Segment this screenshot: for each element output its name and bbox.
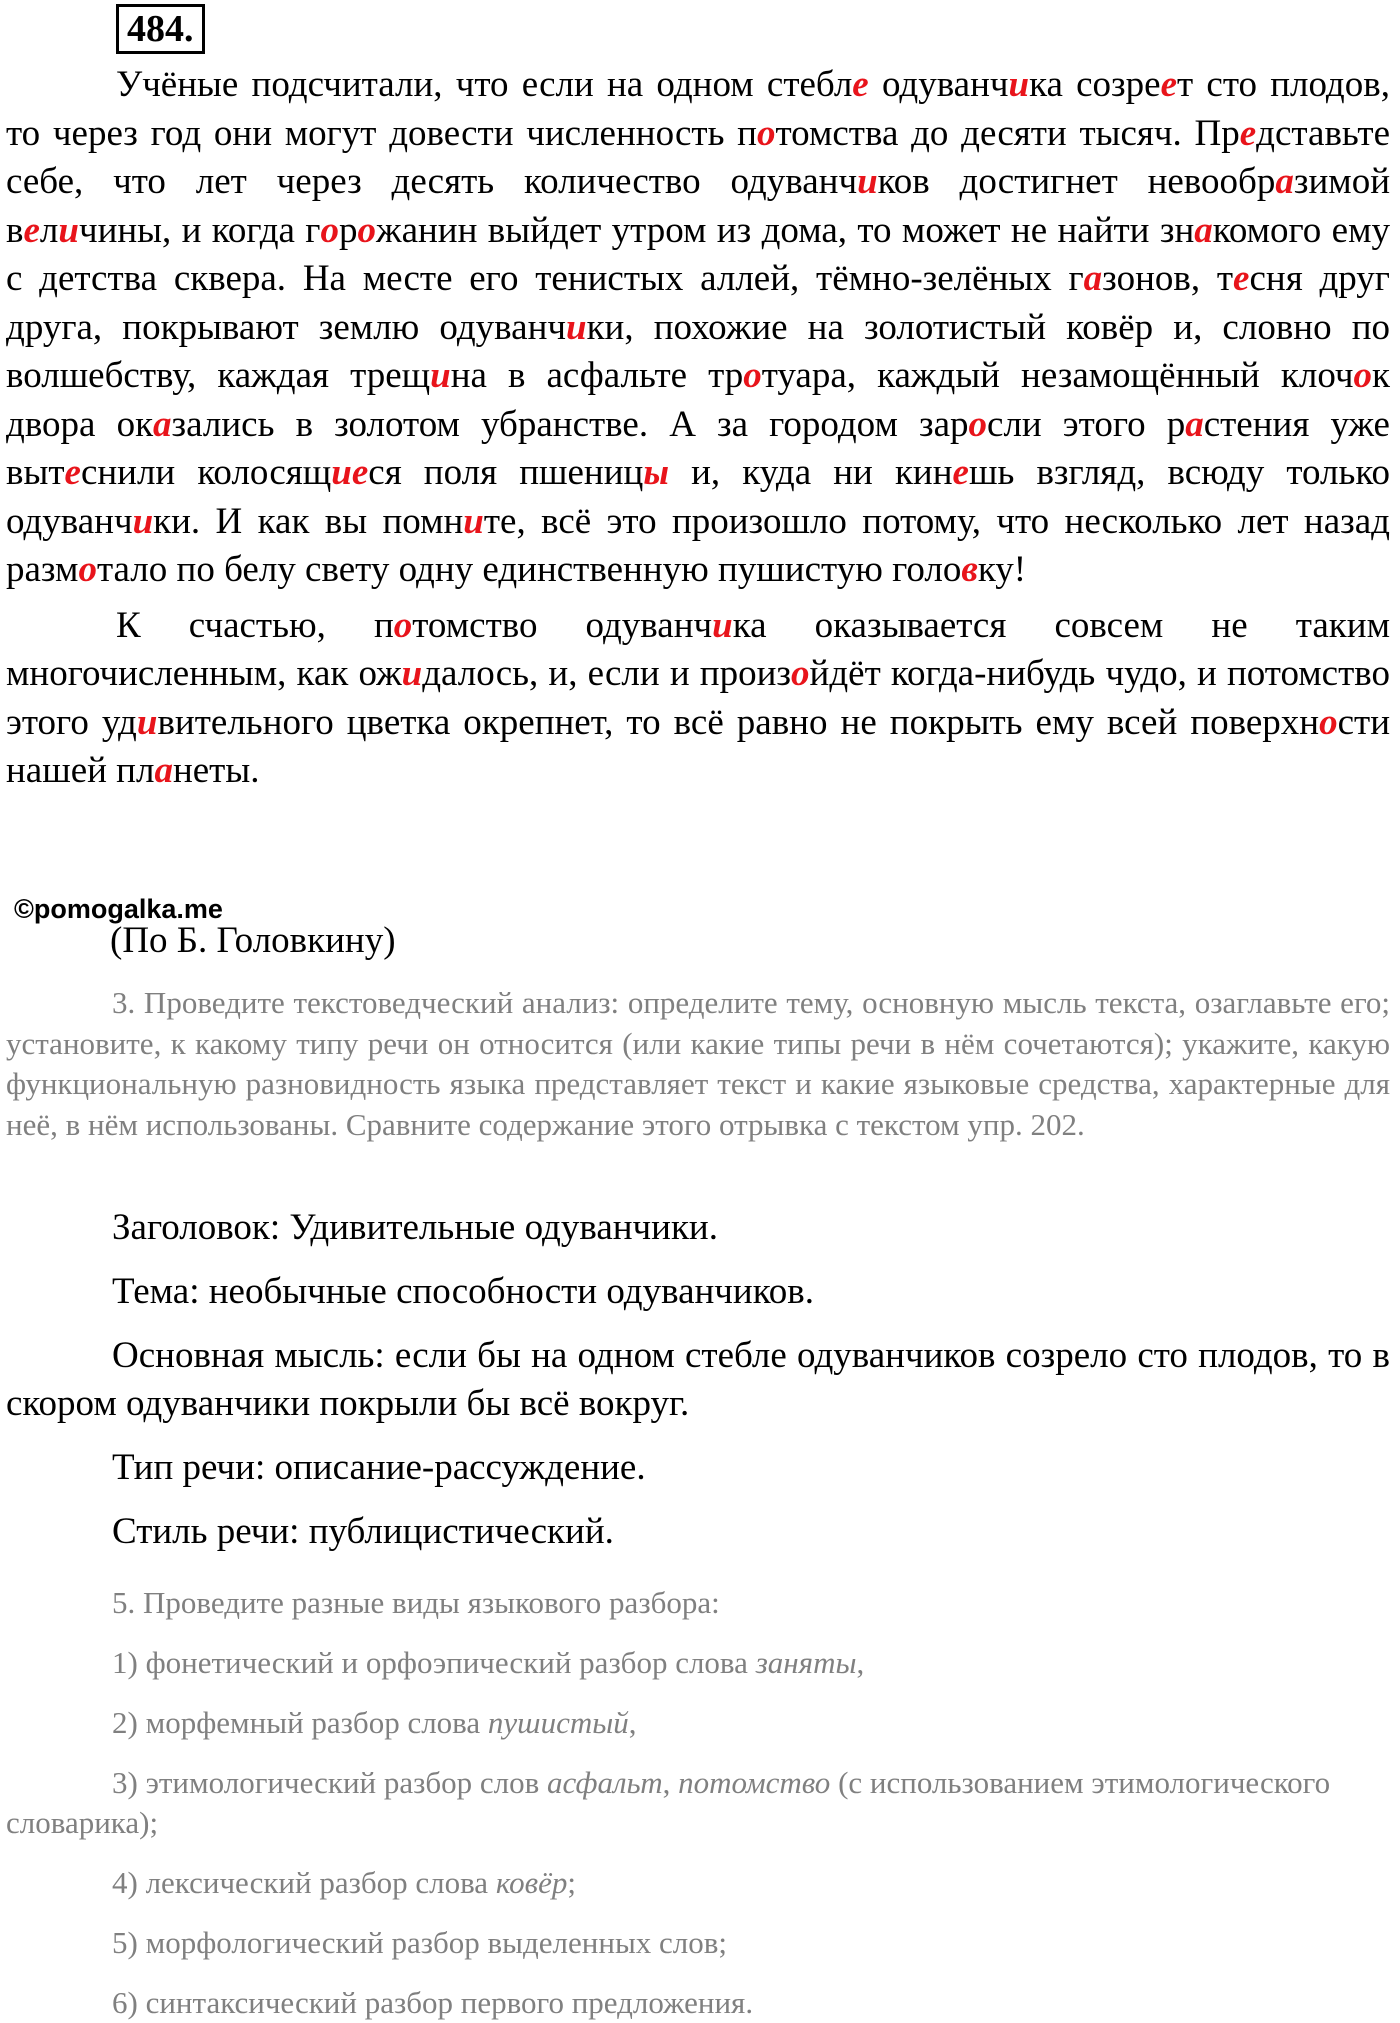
highlighted-letter: е (1233, 258, 1250, 299)
highlighted-letter: ие (331, 452, 369, 493)
task-3-text: 3. Проведите текстоведческий анализ: определите тему, основную мысль текста, озаглавьте его; установите, к какому типу речи он относится (или какие типы речи в нём сочетаются); укажите, какую функциональную разновидность языка представляет текст и какие языковые средства, характерные для неё, в нём использованы. Сравните содержание этого отрывка с текстом упр. 202. (6, 985, 1390, 1142)
task-5-item-3: 3) этимологический разбор слов асфальт, потомство (с использованием этимологического словарика); (6, 1765, 1331, 1840)
highlighted-letter: о (357, 209, 376, 251)
highlighted-letter: а (153, 403, 172, 445)
highlighted-letter: и (401, 653, 423, 694)
answers (6, 1204, 1390, 1556)
highlighted-letter: е (952, 452, 969, 493)
highlighted-letter: е (64, 452, 81, 493)
main-text (6, 61, 1390, 796)
task-5-item-6: 6) синтаксический разбор первого предложения. (112, 1985, 754, 2020)
exercise-number: 484. (116, 4, 205, 54)
highlighted-letter: а (1194, 209, 1213, 251)
task-5-item-5: 5) морфологический разбор выделенных слов; (112, 1925, 728, 1960)
task-5-intro: 5. Проведите разные виды языкового разбора: (112, 1585, 720, 1620)
highlighted-letter: о (1319, 701, 1338, 743)
answer-style: Стиль речи: публицистический. (112, 1511, 614, 1552)
highlighted-letter: о (393, 604, 413, 646)
highlighted-letter: е (852, 64, 869, 105)
answer-title: Заголовок: Удивительные одуванчики. (112, 1207, 718, 1248)
highlighted-letter: и (566, 306, 587, 348)
highlighted-letter: о (78, 549, 97, 590)
highlighted-letter: о (756, 112, 776, 154)
text-paragraph-1: Учёные подсчитали, что если на одном стебле одуванчика созреет сто плодов, то через год они могут довести численность потомства до десяти тысяч. Представьте себе, что лет через десять количество одуванчиков достигнет невообразимой величины, и когда горожанин выйдет утром из дома, то может не найти знакомого ему с детства сквера. На месте его тенистых аллей, тёмно-зелёных газонов, тесня друг друга, покрывают землю одуванчики, похожие на золотистый ковёр и, словно по волшебству, каждая трещина в асфальте тротуара, каждый незамощённый клочок двора оказались в золотом убранстве. А за городом заросли этого растения уже вытеснили колосящиеся поля пшеницы и, куда ни кинешь взгляд, всюду только одуванчики. И как вы помните, всё это произошло потому, что несколько лет назад размотало по белу свету одну единственную пушистую головку! (6, 64, 1390, 590)
highlighted-letter: е (23, 209, 40, 251)
highlighted-letter: и (463, 500, 484, 542)
text-paragraph-2: К счастью, потомство одуванчика оказывается совсем не таким многочисленным, как ожидалось, и, если и произойдёт когда-нибудь чудо, и потомство этого удивительного цветка окрепнет, то всё равно не покрыть ему всей поверхности нашей планеты. (6, 604, 1391, 791)
task-5-item-4: 4) лексический разбор слова ковёр; (112, 1865, 576, 1900)
highlighted-letter: а (154, 750, 173, 791)
highlighted-letter: о (1353, 355, 1372, 396)
highlighted-letter: и (136, 701, 158, 743)
highlighted-letter: а (1083, 258, 1103, 299)
highlighted-letter: о (743, 355, 762, 396)
highlighted-letter: и (430, 355, 451, 396)
highlighted-letter: и (1008, 64, 1030, 105)
highlighted-letter: о (791, 653, 810, 694)
text-source: (По Б. Головкину) (110, 920, 396, 961)
highlighted-letter: е (1239, 112, 1257, 154)
highlighted-letter: и (712, 604, 733, 646)
highlighted-letter: и (857, 161, 878, 202)
highlighted-letter: и (132, 500, 154, 542)
highlighted-letter: а (1275, 161, 1294, 202)
answer-main-idea: Основная мысль: если бы на одном стебле одуванчиков созрело сто плодов, то в скором одуванчики покрыли бы всё вокруг. (6, 1335, 1390, 1424)
task-5-item-2: 2) морфемный разбор слова пушистый, (112, 1705, 637, 1740)
answer-theme: Тема: необычные способности одуванчиков. (112, 1271, 815, 1312)
task-3 (6, 983, 1390, 1145)
task-5-item-1: 1) фонетический и орфоэпический разбор слова заняты, (112, 1645, 865, 1680)
highlighted-letter: о (968, 403, 988, 445)
task-5 (6, 1583, 1390, 2023)
highlighted-letter: в (961, 549, 978, 590)
answer-speech-type: Тип речи: описание-рассуждение. (112, 1447, 646, 1488)
highlighted-letter: а (1185, 403, 1204, 445)
highlighted-letter: о (320, 209, 339, 251)
highlighted-letter: е (1160, 64, 1178, 105)
watermark: ©pomogalka.me (14, 894, 223, 924)
highlighted-letter: и (58, 209, 79, 251)
highlighted-letter: ы (643, 452, 670, 493)
